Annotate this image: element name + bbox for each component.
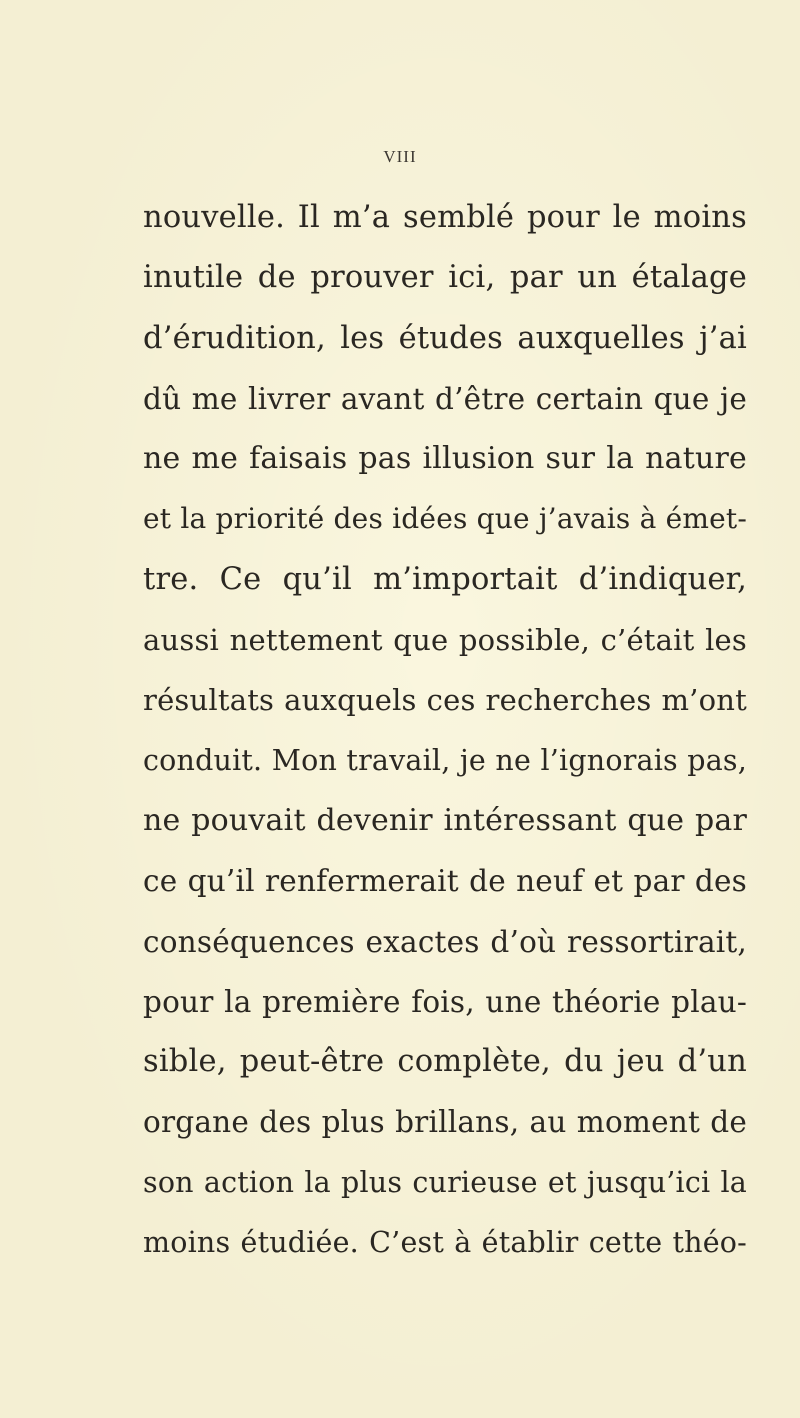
text-line: ne me faisais pas illusion sur la nature <box>143 441 747 477</box>
text-line: sible, peut-être complète, du jeu d’un <box>143 1044 747 1080</box>
text-line: nouvelle. Il m’a semblé pour le moins <box>143 200 747 235</box>
text-line: ce qu’il renfermerait de neuf et par des <box>143 864 747 899</box>
text-line: conduit. Mon travail, je ne l’ignorais pas, <box>143 743 747 777</box>
text-line: son action la plus curieuse et jusqu’ici la <box>143 1165 747 1199</box>
text-line: ne pouvait devenir intéressant que par <box>143 802 747 838</box>
text-line: et la priorité des idées que j’avais à émet- <box>143 502 747 536</box>
body-text <box>143 188 747 1273</box>
text-line: organe des plus brillans, au moment de <box>143 1105 747 1140</box>
text-line: conséquences exactes d’où ressortirait, <box>143 924 747 959</box>
text-line: aussi nettement que possible, c’était les <box>143 623 747 658</box>
text-line: moins étudiée. C’est à établir cette théo- <box>143 1226 747 1260</box>
text-line: d’érudition, les études auxquelles j’ai <box>143 320 747 356</box>
text-line: résultats auxquels ces recherches m’ont <box>143 683 747 718</box>
text-line: pour la première fois, une théorie plau- <box>143 984 747 1019</box>
text-line: inutile de prouver ici, par un étalage <box>143 260 747 296</box>
page-number: VIII <box>383 147 417 166</box>
text-line: tre. Ce qu’il m’importait d’indiquer, <box>143 561 747 597</box>
text-line: dû me livrer avant d’être certain que je <box>143 381 747 416</box>
